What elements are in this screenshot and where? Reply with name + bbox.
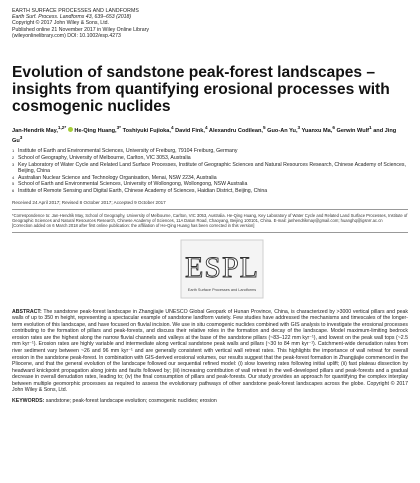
abstract-text: The sandstone peak-forest landscape in Zhangjiajie UNESCO Global Geopark of Hunan Province, China, is characterized by >3000 vertical pillars and peak walls of up to 350 m height, representing a spectacular example of sandstone landform variety. Few studies have addressed the mechanisms and timescales of the longer-term evolution of this landscape, and have focused on fluvial incision. We use in situ cosmogenic nuclides combined with GIS analysis to investigate the erosional processes contributing to the formation of pillars and peak-forests, and discuss their relative roles in the formation and decay of the landscape. Model maximum-limiting bedrock erosion rates are the highest along the narrow fluvial channels and valleys at the base of the sandstone pillars (~83–122 mm kyr⁻¹), and lowest on the peak wall tops (~2.5 mm kyr⁻¹). Erosion rates are highly variable and intermediate along vertical sandstone peak walls and pillars (~30 to 84 mm kyr⁻¹). Catchment-wide denudation rates from river sediment vary between ~26 and 96 mm kyr⁻¹ and are generally consistent with vertical wall retreat rates. This highlights the importance of wall retreat for overall erosion in the sandstone peak-forest. In combination with GIS-derived erosional volumes, our results suggest that the peak-forest formation in Zhangjiajie commenced in the Pliocene, and that the general evolution of the landscape followed our sequential refined model: (i) slow lowering rates following initial uplift; (ii) fast plateau dissection by headward knickpoint propagation along joints and faults followed by; (iii) increasing contribution of wall retreat in the well-developed pillars and peak-forests and a gradual decrease in overall denudation rates, leading to; (iv) the final consumption of pillars and peak-forests. Our study provides an approach for quantifying the complex interplay between multiple geomorphic processes as required to assess the evolutionary pathways of other sandstone peak-forest landscapes across the globe. Copyright © 2017 John Wiley & Sons, Ltd. [12,308,408,394]
author-superscript: 3 [19,135,23,141]
affiliation-item [12,162,408,175]
author-superscript: 4 [170,124,174,130]
affiliation-number: 4 [12,174,15,180]
author-name[interactable]: He-Qing Huang, [74,127,117,134]
author-name[interactable]: Guo-An Yu, [267,127,298,134]
journal-published: Published online 21 November 2017 in Wiley Online Library [12,26,149,33]
keywords-label: KEYWORDS: [12,397,45,404]
affiliation-item [12,181,408,188]
affiliation-text: School of Earth and Environmental Sciences, University of Wollongong, Wollongong, NSW Australia [18,181,248,188]
affiliation-number: 5 [12,181,15,187]
journal-doi[interactable]: (wileyonlinelibrary.com) DOI: 10.1002/esp.4273 [12,32,121,39]
logo-subtitle: Earth Surface Processes and Landforms [187,287,257,292]
affiliation-number: 6 [12,187,15,193]
correspondence-note: *Correspondence to: Jan-Hendrik May, School of Geography, University of Melbourne, Carlton, VIC 3053, Australia. He-Qing Huang, Key Laboratory of Water Cycle and Related Land Surface Processes, Institute of Geographic Sciences and Natural Resources Research, Chinese Academy of Sciences, 11A Datun Road, Chaoyang, Beijing 100101, China. E-mail: janhendrikmay@gmail.com; huanghq@igsnrr.ac.cn [12,212,408,223]
abstract [12,309,408,394]
journal-citation: Earth Surf. Process. Landforms 43, 639–653 (2018) [12,14,132,21]
affiliation-item [12,155,408,162]
author-name[interactable]: Yuanxu Ma, [301,127,333,134]
author-superscript: 1 [369,124,372,130]
journal-copyright: Copyright © 2017 John Wiley & Sons, Ltd. [12,20,109,27]
author-superscript: 4 [204,124,208,130]
affiliation-item [12,148,408,155]
logo-letters: ESPL [184,250,260,284]
author-name[interactable]: Toshiyuki Fujioka, [122,127,171,134]
author-superscript: 3 [297,124,301,130]
affiliation-list [12,148,408,194]
affiliation-number: 2 [12,154,15,160]
keywords-text: sandstone; peak-forest landscape evolution; cosmogenic nuclides; erosion [45,397,217,404]
author-name[interactable]: and Jing Gu [12,127,397,145]
affiliation-text: Institute of Remote Sensing and Digital Earth, Chinese Academy of Sciences, Haidian District, Beijing, China [18,187,268,194]
correction-note: [Correction added on 6 March 2018 after first online publication: the affiliation of He-Qing Huang has been corrected in this version] [12,223,255,229]
affiliation-text: Institute of Earth and Environmental Sciences, University of Freiburg, 79104 Freiburg, Germany [18,148,238,155]
author-superscript: 3* [116,124,121,130]
journal-header [12,8,408,39]
author-name[interactable]: David Fink, [175,127,205,134]
affiliation-text: School of Geography, University of Melbourne, Carlton, VIC 3053, Australia [18,154,191,161]
espl-logo [180,239,264,299]
author-superscript: 6 [332,124,335,130]
affiliation-text: Key Laboratory of Water Cycle and Related Land Surface Processes, Institute of Geographic Sciences and Natural Resources Research, Chinese Academy of Sciences, Beijing, China [18,161,406,175]
abstract-label: ABSTRACT: [12,308,42,315]
author-name[interactable]: Gerwin Wulf [336,127,370,134]
divider [12,209,408,210]
author-name[interactable]: Alexandru Codilean, [208,127,263,134]
author-name[interactable]: Jan-Hendrik May, [12,127,58,134]
author-superscript: 5 [263,124,266,130]
received-dates: Received 24 April 2017; Revised 8 October 2017; Accepted 9 October 2017 [12,199,166,205]
author-superscript: 1,2* [57,124,67,130]
affiliation-item [12,175,408,182]
affiliation-number: 3 [12,161,15,167]
keywords [12,398,408,405]
orcid-icon[interactable] [68,127,73,132]
affiliation-item [12,188,408,195]
divider [12,232,408,233]
journal-logo-area [12,239,408,303]
affiliation-text: Australian Nuclear Science and Technology Organisation, Menai, NSW 2234, Australia [18,174,217,181]
author-list [12,124,408,146]
affiliation-number: 1 [12,148,15,154]
journal-name: EARTH SURFACE PROCESSES AND LANDFORMS [12,8,139,14]
article-title: Evolution of sandstone peak-forest landscapes – insights from quantifying erosional processes with cosmogenic nuclides [12,64,390,116]
